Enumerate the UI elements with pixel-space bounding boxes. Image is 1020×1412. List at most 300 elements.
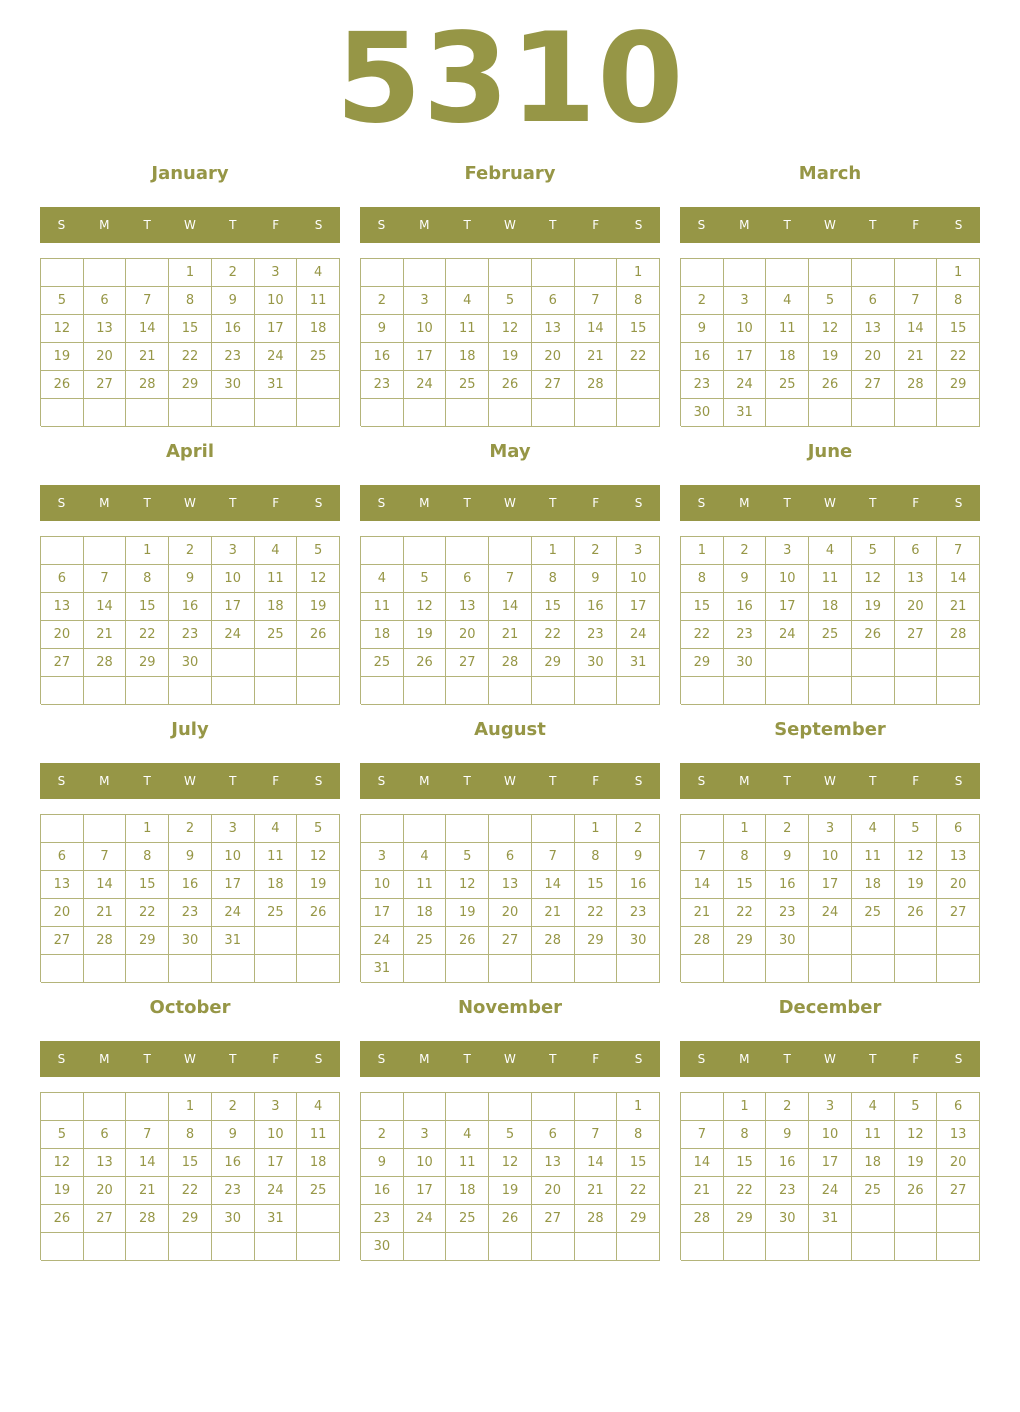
weekday-label: F <box>592 774 600 788</box>
day-cell: 23 <box>617 899 660 927</box>
day-cell: 27 <box>41 927 84 955</box>
day-cell: 25 <box>297 343 340 371</box>
day-cell: 7 <box>575 287 618 315</box>
empty-cell <box>84 1093 127 1121</box>
day-cell: 16 <box>361 1177 404 1205</box>
weekday-label: W <box>504 496 516 510</box>
day-cell: 8 <box>126 843 169 871</box>
day-cell: 5 <box>41 1121 84 1149</box>
day-cell: 5 <box>895 815 938 843</box>
empty-cell <box>41 259 84 287</box>
month-name: February <box>464 163 556 184</box>
month-name: August <box>474 719 546 740</box>
day-cell: 31 <box>255 1205 298 1233</box>
empty-cell <box>41 1233 84 1261</box>
day-cell: 26 <box>895 899 938 927</box>
weekday-label: T <box>869 218 877 232</box>
day-cell: 7 <box>895 287 938 315</box>
empty-cell <box>361 259 404 287</box>
day-cell: 1 <box>126 537 169 565</box>
weekday-label: M <box>419 496 430 510</box>
day-cell: 22 <box>532 621 575 649</box>
day-cell: 27 <box>937 899 980 927</box>
day-cell: 25 <box>404 927 447 955</box>
empty-cell <box>681 1093 724 1121</box>
weekday-header <box>680 485 980 521</box>
day-cell: 10 <box>212 843 255 871</box>
empty-cell <box>361 399 404 427</box>
day-cell: 19 <box>852 593 895 621</box>
day-cell: 12 <box>489 1149 532 1177</box>
month-december <box>680 994 980 1272</box>
empty-cell <box>255 927 298 955</box>
empty-cell <box>41 815 84 843</box>
month-name: December <box>778 997 882 1018</box>
day-cell: 16 <box>169 871 212 899</box>
day-cell: 20 <box>852 343 895 371</box>
day-cell: 7 <box>84 565 127 593</box>
day-cell: 27 <box>446 649 489 677</box>
day-cell: 18 <box>852 1149 895 1177</box>
day-cell: 28 <box>84 927 127 955</box>
day-cell: 23 <box>766 899 809 927</box>
day-cell: 30 <box>169 649 212 677</box>
empty-cell <box>852 399 895 427</box>
empty-cell <box>532 1093 575 1121</box>
empty-cell <box>937 399 980 427</box>
day-cell: 6 <box>489 843 532 871</box>
empty-cell <box>169 1233 212 1261</box>
empty-cell <box>575 1233 618 1261</box>
empty-cell <box>489 1093 532 1121</box>
weekday-label: F <box>592 1052 600 1066</box>
month-august <box>360 716 660 994</box>
day-grid <box>680 814 980 982</box>
day-cell: 8 <box>617 1121 660 1149</box>
empty-cell <box>895 259 938 287</box>
weekday-label: W <box>184 218 196 232</box>
day-cell: 7 <box>489 565 532 593</box>
day-cell: 7 <box>681 843 724 871</box>
day-cell: 17 <box>766 593 809 621</box>
day-cell: 9 <box>724 565 767 593</box>
empty-cell <box>84 259 127 287</box>
day-cell: 20 <box>895 593 938 621</box>
day-cell: 30 <box>724 649 767 677</box>
empty-cell <box>809 677 852 705</box>
day-cell: 14 <box>575 315 618 343</box>
day-cell: 25 <box>809 621 852 649</box>
day-cell: 31 <box>255 371 298 399</box>
day-cell: 16 <box>169 593 212 621</box>
day-cell: 8 <box>126 565 169 593</box>
day-cell: 3 <box>255 1093 298 1121</box>
day-cell: 31 <box>212 927 255 955</box>
day-cell: 18 <box>766 343 809 371</box>
day-cell: 27 <box>489 927 532 955</box>
day-cell: 12 <box>895 1121 938 1149</box>
day-cell: 31 <box>809 1205 852 1233</box>
weekday-label: M <box>419 1052 430 1066</box>
empty-cell <box>41 1093 84 1121</box>
day-cell: 10 <box>724 315 767 343</box>
empty-cell <box>297 677 340 705</box>
weekday-label: T <box>143 496 151 510</box>
day-cell: 8 <box>617 287 660 315</box>
day-cell: 11 <box>404 871 447 899</box>
empty-cell <box>724 955 767 983</box>
day-cell: 15 <box>681 593 724 621</box>
day-cell: 8 <box>532 565 575 593</box>
weekday-label: T <box>549 774 557 788</box>
day-cell: 15 <box>937 315 980 343</box>
day-cell: 30 <box>766 927 809 955</box>
month-name: June <box>807 441 853 462</box>
weekday-label: M <box>419 774 430 788</box>
day-cell: 26 <box>297 899 340 927</box>
day-cell: 21 <box>84 899 127 927</box>
day-cell: 6 <box>852 287 895 315</box>
day-cell: 30 <box>169 927 212 955</box>
empty-cell <box>852 955 895 983</box>
weekday-label: W <box>504 1052 516 1066</box>
day-cell: 9 <box>361 1149 404 1177</box>
empty-cell <box>212 399 255 427</box>
weekday-header <box>360 763 660 799</box>
day-cell: 2 <box>361 287 404 315</box>
empty-cell <box>297 927 340 955</box>
day-cell: 29 <box>681 649 724 677</box>
weekday-header <box>360 1041 660 1077</box>
day-cell: 27 <box>532 371 575 399</box>
day-cell: 15 <box>724 871 767 899</box>
empty-cell <box>532 399 575 427</box>
empty-cell <box>255 649 298 677</box>
day-cell: 4 <box>297 1093 340 1121</box>
day-cell: 12 <box>297 843 340 871</box>
day-cell: 15 <box>126 871 169 899</box>
day-cell: 1 <box>126 815 169 843</box>
day-cell: 30 <box>617 927 660 955</box>
day-cell: 8 <box>169 1121 212 1149</box>
day-cell: 18 <box>255 593 298 621</box>
day-cell: 11 <box>255 843 298 871</box>
empty-cell <box>84 537 127 565</box>
day-cell: 25 <box>255 899 298 927</box>
day-cell: 10 <box>617 565 660 593</box>
day-cell: 9 <box>766 1121 809 1149</box>
day-cell: 17 <box>617 593 660 621</box>
day-cell: 5 <box>41 287 84 315</box>
day-cell: 6 <box>532 287 575 315</box>
day-cell: 30 <box>575 649 618 677</box>
day-cell: 3 <box>766 537 809 565</box>
day-cell: 18 <box>446 1177 489 1205</box>
day-cell: 28 <box>937 621 980 649</box>
day-cell: 23 <box>361 1205 404 1233</box>
empty-cell <box>41 955 84 983</box>
empty-cell <box>766 649 809 677</box>
day-cell: 27 <box>84 371 127 399</box>
day-cell: 3 <box>255 259 298 287</box>
month-may <box>360 438 660 716</box>
day-cell: 16 <box>724 593 767 621</box>
weekday-label: T <box>463 218 471 232</box>
empty-cell <box>575 399 618 427</box>
day-cell: 7 <box>126 1121 169 1149</box>
weekday-label: M <box>99 218 110 232</box>
weekday-label: S <box>634 1052 643 1066</box>
empty-cell <box>532 259 575 287</box>
empty-cell <box>297 399 340 427</box>
day-cell: 2 <box>575 537 618 565</box>
empty-cell <box>766 399 809 427</box>
day-cell: 19 <box>297 871 340 899</box>
day-cell: 3 <box>809 815 852 843</box>
day-cell: 25 <box>446 371 489 399</box>
day-cell: 21 <box>532 899 575 927</box>
empty-cell <box>489 537 532 565</box>
weekday-header <box>680 207 980 243</box>
empty-cell <box>489 677 532 705</box>
day-cell: 6 <box>84 1121 127 1149</box>
weekday-label: S <box>57 496 66 510</box>
day-cell: 29 <box>169 1205 212 1233</box>
weekday-label: M <box>419 218 430 232</box>
empty-cell <box>852 1205 895 1233</box>
day-cell: 4 <box>766 287 809 315</box>
weekday-label: W <box>184 774 196 788</box>
day-cell: 28 <box>575 371 618 399</box>
month-march <box>680 160 980 438</box>
day-cell: 25 <box>297 1177 340 1205</box>
day-cell: 1 <box>937 259 980 287</box>
empty-cell <box>766 677 809 705</box>
day-cell: 6 <box>895 537 938 565</box>
day-cell: 10 <box>212 565 255 593</box>
day-cell: 25 <box>766 371 809 399</box>
day-cell: 9 <box>212 287 255 315</box>
empty-cell <box>41 677 84 705</box>
empty-cell <box>126 399 169 427</box>
day-cell: 11 <box>297 287 340 315</box>
day-cell: 21 <box>84 621 127 649</box>
day-cell: 30 <box>361 1233 404 1261</box>
empty-cell <box>446 259 489 287</box>
weekday-label: T <box>463 496 471 510</box>
day-cell: 18 <box>852 871 895 899</box>
day-cell: 24 <box>404 371 447 399</box>
weekday-label: S <box>377 218 386 232</box>
day-cell: 22 <box>169 343 212 371</box>
day-cell: 29 <box>532 649 575 677</box>
day-cell: 14 <box>84 593 127 621</box>
day-cell: 26 <box>489 371 532 399</box>
day-grid <box>360 1092 660 1260</box>
day-cell: 4 <box>255 815 298 843</box>
day-cell: 23 <box>766 1177 809 1205</box>
day-cell: 7 <box>126 287 169 315</box>
day-cell: 11 <box>852 1121 895 1149</box>
day-cell: 19 <box>404 621 447 649</box>
empty-cell <box>937 649 980 677</box>
day-cell: 20 <box>41 899 84 927</box>
day-cell: 27 <box>852 371 895 399</box>
day-grid <box>680 1092 980 1260</box>
day-cell: 22 <box>575 899 618 927</box>
empty-cell <box>852 927 895 955</box>
day-cell: 10 <box>361 871 404 899</box>
weekday-label: S <box>57 774 66 788</box>
day-cell: 27 <box>895 621 938 649</box>
day-cell: 19 <box>297 593 340 621</box>
empty-cell <box>937 927 980 955</box>
day-cell: 21 <box>681 1177 724 1205</box>
empty-cell <box>617 399 660 427</box>
day-cell: 2 <box>212 1093 255 1121</box>
empty-cell <box>126 1233 169 1261</box>
empty-cell <box>937 1233 980 1261</box>
day-cell: 20 <box>937 1149 980 1177</box>
empty-cell <box>809 927 852 955</box>
day-cell: 10 <box>404 315 447 343</box>
day-cell: 23 <box>169 899 212 927</box>
weekday-label: S <box>697 218 706 232</box>
day-cell: 24 <box>766 621 809 649</box>
empty-cell <box>489 815 532 843</box>
day-cell: 5 <box>895 1093 938 1121</box>
empty-cell <box>361 1093 404 1121</box>
day-grid <box>40 258 340 426</box>
empty-cell <box>724 259 767 287</box>
day-cell: 25 <box>361 649 404 677</box>
empty-cell <box>575 1093 618 1121</box>
empty-cell <box>532 815 575 843</box>
day-cell: 3 <box>361 843 404 871</box>
day-cell: 21 <box>681 899 724 927</box>
day-cell: 28 <box>895 371 938 399</box>
day-cell: 9 <box>169 565 212 593</box>
day-cell: 7 <box>681 1121 724 1149</box>
weekday-label: T <box>783 774 791 788</box>
weekday-header <box>40 485 340 521</box>
weekday-label: S <box>57 1052 66 1066</box>
empty-cell <box>489 399 532 427</box>
weekday-label: M <box>99 496 110 510</box>
weekday-label: S <box>634 218 643 232</box>
day-cell: 30 <box>681 399 724 427</box>
day-cell: 24 <box>212 621 255 649</box>
month-april <box>40 438 340 716</box>
day-cell: 25 <box>446 1205 489 1233</box>
day-cell: 16 <box>361 343 404 371</box>
month-name: April <box>165 441 215 462</box>
day-cell: 19 <box>41 1177 84 1205</box>
day-cell: 13 <box>895 565 938 593</box>
day-cell: 9 <box>617 843 660 871</box>
weekday-label: T <box>783 496 791 510</box>
weekday-label: S <box>377 1052 386 1066</box>
empty-cell <box>809 649 852 677</box>
months-grid <box>40 160 980 1272</box>
empty-cell <box>575 677 618 705</box>
day-cell: 14 <box>681 871 724 899</box>
day-cell: 15 <box>169 315 212 343</box>
day-cell: 13 <box>937 1121 980 1149</box>
empty-cell <box>404 677 447 705</box>
day-cell: 9 <box>361 315 404 343</box>
empty-cell <box>766 955 809 983</box>
day-cell: 14 <box>937 565 980 593</box>
empty-cell <box>404 399 447 427</box>
weekday-label: T <box>549 496 557 510</box>
month-september <box>680 716 980 994</box>
day-cell: 17 <box>724 343 767 371</box>
empty-cell <box>404 259 447 287</box>
day-cell: 29 <box>126 927 169 955</box>
day-cell: 2 <box>681 287 724 315</box>
day-cell: 20 <box>84 343 127 371</box>
day-cell: 6 <box>41 843 84 871</box>
day-cell: 28 <box>126 371 169 399</box>
day-cell: 24 <box>212 899 255 927</box>
month-name: November <box>457 997 563 1018</box>
weekday-label: S <box>57 218 66 232</box>
empty-cell <box>446 537 489 565</box>
empty-cell <box>255 955 298 983</box>
day-cell: 10 <box>809 1121 852 1149</box>
day-cell: 2 <box>361 1121 404 1149</box>
day-cell: 9 <box>212 1121 255 1149</box>
empty-cell <box>766 259 809 287</box>
day-cell: 14 <box>489 593 532 621</box>
day-cell: 5 <box>446 843 489 871</box>
weekday-label: S <box>314 496 323 510</box>
day-cell: 13 <box>532 1149 575 1177</box>
day-cell: 24 <box>404 1205 447 1233</box>
day-cell: 28 <box>681 1205 724 1233</box>
month-name: January <box>151 163 229 184</box>
weekday-label: S <box>954 774 963 788</box>
day-cell: 16 <box>681 343 724 371</box>
empty-cell <box>84 1233 127 1261</box>
day-cell: 11 <box>361 593 404 621</box>
day-cell: 2 <box>766 1093 809 1121</box>
empty-cell <box>404 537 447 565</box>
day-cell: 21 <box>126 343 169 371</box>
empty-cell <box>126 955 169 983</box>
empty-cell <box>809 955 852 983</box>
day-cell: 11 <box>297 1121 340 1149</box>
empty-cell <box>297 1205 340 1233</box>
empty-cell <box>937 1205 980 1233</box>
day-cell: 23 <box>681 371 724 399</box>
empty-cell <box>809 1233 852 1261</box>
day-cell: 13 <box>84 1149 127 1177</box>
day-cell: 11 <box>446 1149 489 1177</box>
empty-cell <box>361 815 404 843</box>
day-cell: 29 <box>126 649 169 677</box>
day-cell: 30 <box>212 371 255 399</box>
day-cell: 16 <box>766 871 809 899</box>
empty-cell <box>41 537 84 565</box>
day-cell: 21 <box>575 1177 618 1205</box>
day-cell: 19 <box>895 1149 938 1177</box>
weekday-label: T <box>783 218 791 232</box>
day-cell: 3 <box>212 537 255 565</box>
weekday-label: T <box>143 1052 151 1066</box>
day-cell: 2 <box>169 815 212 843</box>
